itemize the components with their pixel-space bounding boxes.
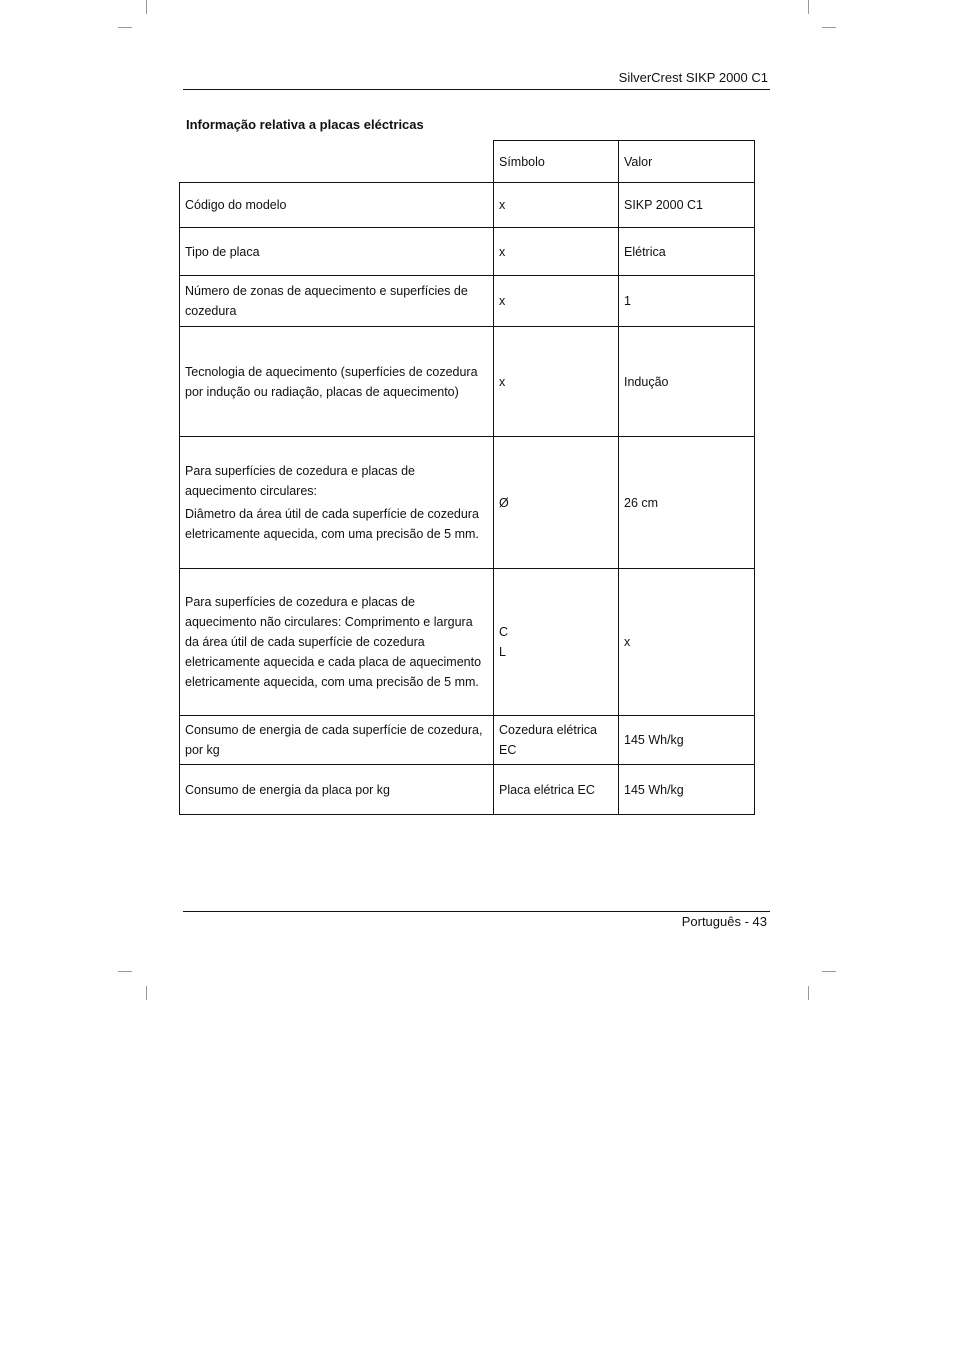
row-value: 145 Wh/kg	[619, 716, 755, 765]
crop-mark	[118, 27, 132, 28]
row-symbol	[494, 276, 619, 327]
row-symbol-text: C	[499, 625, 509, 639]
crop-mark	[146, 986, 147, 1000]
row-label-text: Número de zonas de aquecimento e superfícies de cozedura	[185, 284, 468, 318]
spec-table	[179, 140, 755, 815]
table-row	[180, 765, 755, 815]
row-symbol-text: x	[499, 374, 506, 389]
row-symbol	[494, 228, 619, 276]
row-symbol-text: x	[499, 244, 506, 259]
row-value: Elétrica	[619, 228, 755, 276]
table-row	[180, 327, 755, 437]
row-symbol	[494, 765, 619, 815]
row-symbol-text: x	[499, 198, 506, 212]
page-header	[183, 68, 770, 90]
row-label	[180, 569, 494, 716]
row-symbol-text: L	[499, 645, 506, 659]
row-symbol	[494, 716, 619, 765]
row-label	[180, 183, 494, 228]
table-header-row	[180, 141, 755, 183]
crop-mark	[822, 27, 836, 28]
row-label-text: Consumo de energia de cada superfície de cozedura, por kg	[185, 723, 483, 757]
section-title: Informação relativa a placas eléctricas	[186, 117, 424, 132]
row-label	[180, 276, 494, 327]
row-label	[180, 437, 494, 569]
row-label	[180, 228, 494, 276]
table-row	[180, 569, 755, 716]
row-label-text: Para superfícies de cozedura e placas de aquecimento não circulares: Comprimento e largura da área útil de cada superfície de cozedura eletricamente aquecida e cada placa de aquecimento eletricamente aquecida, com uma precisão de 5 mm.	[185, 595, 482, 689]
row-symbol-text: Placa elétrica EC	[499, 782, 595, 797]
row-symbol-text: Ø	[499, 495, 509, 510]
row-symbol-text: Cozedura elétrica EC	[499, 723, 597, 757]
column-header: Valor	[619, 141, 755, 183]
page-number: Português - 43	[681, 914, 767, 929]
table-row	[180, 276, 755, 327]
row-label-text: Diâmetro da área útil de cada superfície de cozedura eletricamente aquecida, com uma precisão de 5 mm.	[185, 507, 479, 541]
crop-mark	[118, 971, 132, 972]
row-value: Indução	[619, 327, 755, 437]
table-header-blank	[180, 141, 494, 183]
row-label-text: Tecnologia de aquecimento (superfícies de cozedura por indução ou radiação, placas de aquecimento)	[185, 364, 478, 399]
row-label-text: Código do modelo	[185, 198, 287, 212]
row-symbol	[494, 183, 619, 228]
row-symbol-text: x	[499, 294, 506, 308]
row-label	[180, 765, 494, 815]
column-header: Símbolo	[494, 141, 619, 183]
table-row	[180, 183, 755, 228]
table-row	[180, 228, 755, 276]
row-symbol	[494, 569, 619, 716]
table-row	[180, 437, 755, 569]
row-value: SIKP 2000 C1	[619, 183, 755, 228]
table-row	[180, 716, 755, 765]
row-label-text: Consumo de energia da placa por kg	[185, 782, 390, 797]
crop-mark	[808, 0, 809, 14]
row-value: 26 cm	[619, 437, 755, 569]
row-value: 145 Wh/kg	[619, 765, 755, 815]
footer-rule	[183, 911, 770, 912]
row-label-text: Tipo de placa	[185, 244, 260, 259]
crop-mark	[146, 0, 147, 14]
row-symbol	[494, 327, 619, 437]
row-value: 1	[619, 276, 755, 327]
crop-mark	[822, 971, 836, 972]
header-title: SilverCrest SIKP 2000 C1	[618, 70, 768, 85]
row-value: x	[619, 569, 755, 716]
row-symbol	[494, 437, 619, 569]
row-label	[180, 327, 494, 437]
crop-mark	[808, 986, 809, 1000]
row-label	[180, 716, 494, 765]
row-label-text: Para superfícies de cozedura e placas de aquecimento circulares:	[185, 464, 415, 498]
